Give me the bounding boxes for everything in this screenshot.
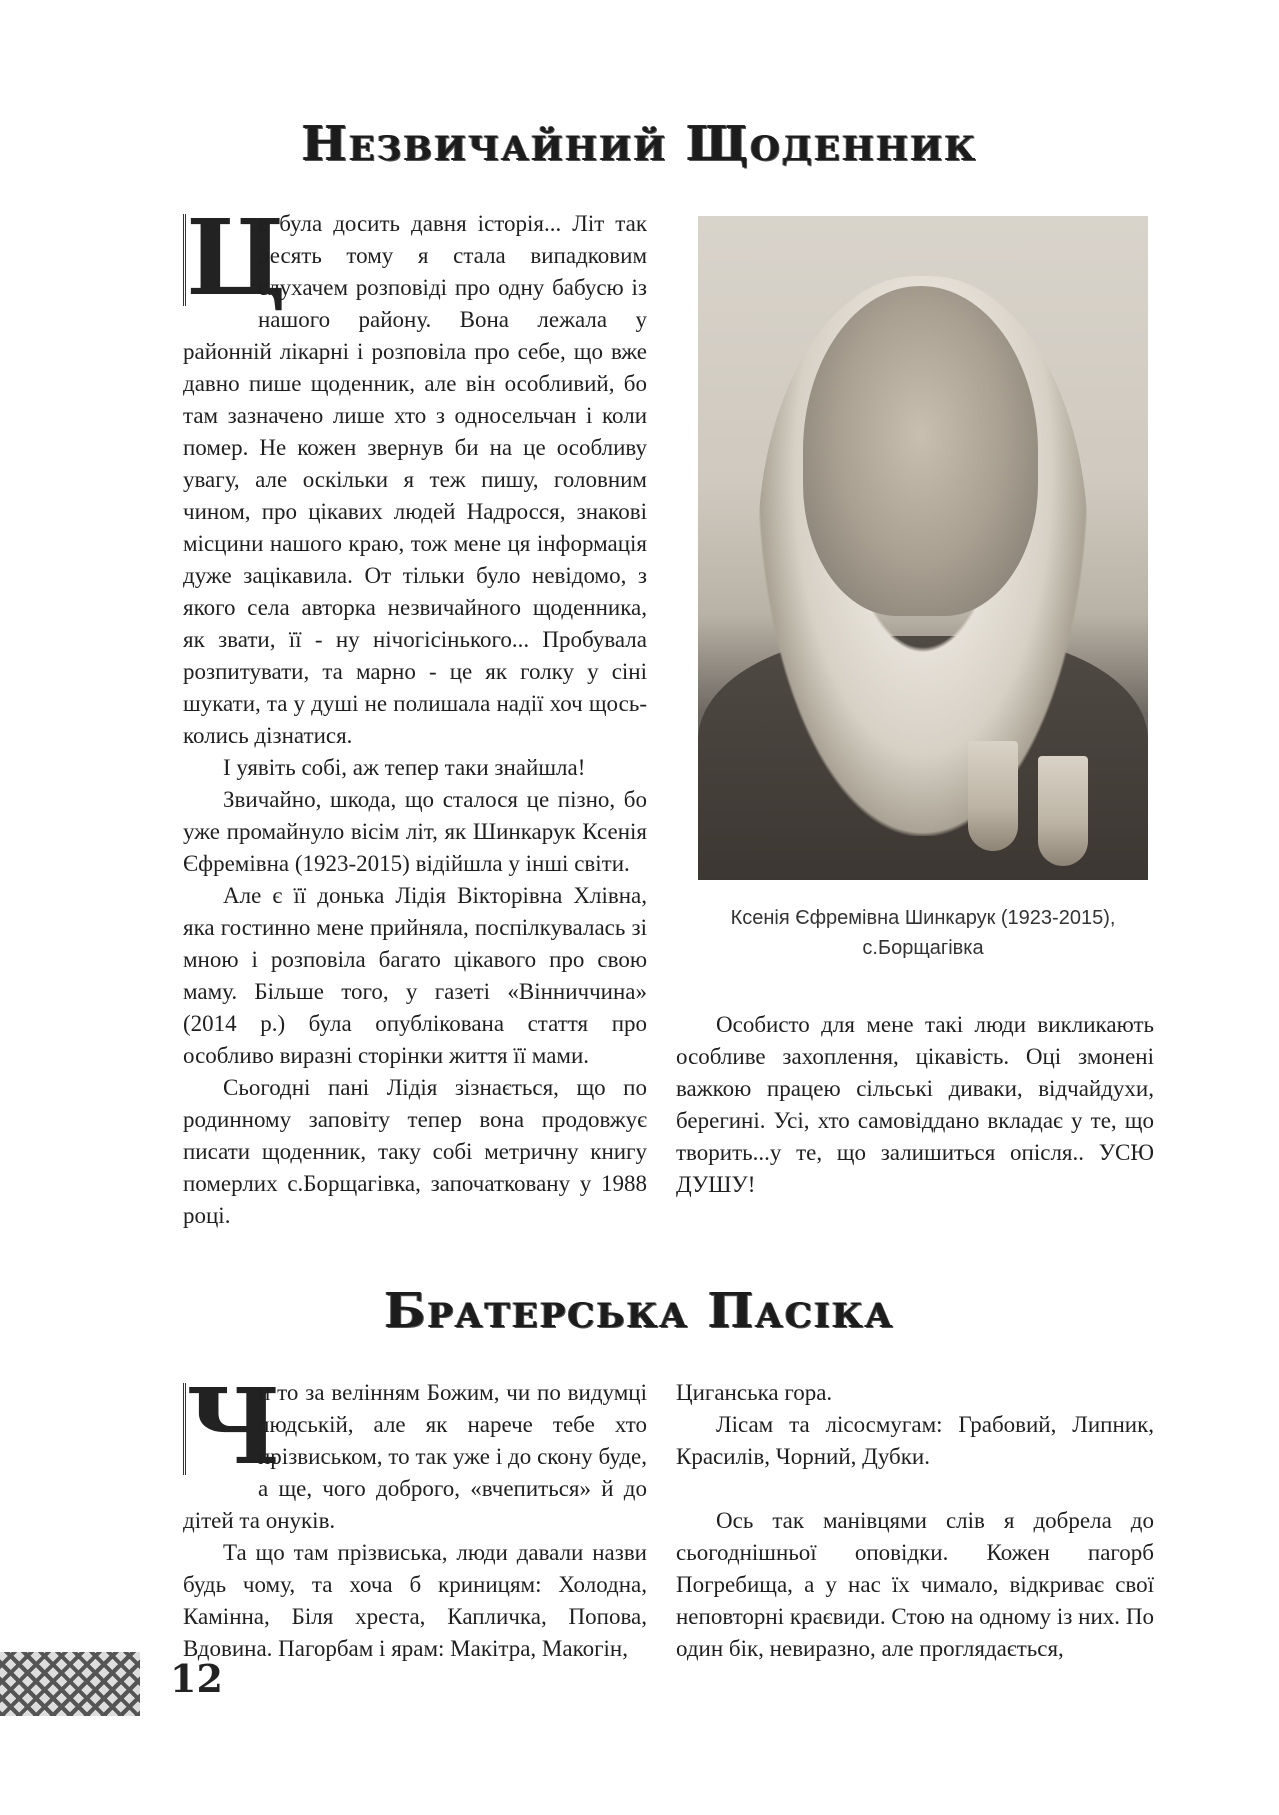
paragraph-2: І уявіть собі, аж тепер таки знайшла! (223, 755, 586, 780)
paragraph-1: Ц е була досить давня історія... Літ так десять тому я стала випадковим слухачем розповіді про одну бабусю із нашого району. Вона лежала у районній лікарні і розповіла про себе, що вже давно пише щоденник, але він особливий, бо там зазначено лише хто з односельчан і коли помер. Не кожен звернув би на це особливу увагу, але оскільки я теж пишу, головним чином, про цікавих людей Надросся, знакові місцини нашого краю, тож мене ця інформація дуже зацікавила. От тільки було невідомо, з якого села авторка незвичайного щоденника, як звати, її - ну нічогісінького... Пробувала розпитувати, та марно - це як голку у сіні шукати, та у душі не полишала надії хоч щось-колись дізнатися. (183, 196, 647, 748)
article-1-left-column (183, 196, 647, 1232)
article-2-right-column (676, 1377, 1154, 1665)
paragraph-3: Звичайно, шкода, що сталося це пізно, бо уже промайнуло вісім літ, як Шинкарук Ксенія Єфремівна (1923-2015) відійшла у інші світи. (183, 787, 647, 876)
caption-line-1: Ксенія Єфремівна Шинкарук (1923-2015), (730, 907, 1116, 929)
paragraph-right-1: Циганська гора. (676, 1380, 833, 1405)
medal-icon (1038, 756, 1088, 866)
paragraph-right-1: Особисто для мене такі люди викликають особливе захоплення, цікавість. Оці змонені важкою працею сільські диваки, відчайдухи, берегині. Усі, хто самовіддано вкладає у те, що творить...у те, що залишиться опісля.. УСЮ ДУШУ! (676, 1012, 1154, 1197)
paragraph-1: Ч и то за велінням Божим, чи по видумці людській, але як нарече тебе хто прізвиськом, то так уже і до скону буде, а ще, чого доброго, «вчепиться» й до дітей та онуків. (183, 1365, 647, 1533)
photo-caption (698, 903, 1148, 963)
drop-cap-letter: Ц (183, 214, 250, 306)
photo-face-shape (803, 286, 1038, 616)
portrait-photo (698, 216, 1148, 880)
paragraph-2: Та що там прізвиська, люди давали назви будь чому, та хоча б криницям: Холодна, Камінна, Біля хреста, Капличка, Попова, Вдовина. Пагорбам і ярам: Макітра, Макогін, (183, 1540, 647, 1661)
paragraph-right-3: Ось так манівцями слів я добрела до сьогоднішньої оповідки. Кожен пагорб Погребища, а у нас їх чимало, відкриває свої неповторні краєвиди. Стою на одному із них. По один бік, невиразно, але проглядається, (676, 1508, 1154, 1661)
article-title-2: Братерська Пасіка (384, 1283, 895, 1339)
caption-line-2: с.Борщагівка (862, 937, 984, 959)
drop-cap-letter: Ч (183, 1383, 250, 1475)
article-1-right-column (676, 1009, 1154, 1201)
article-2-left-column (183, 1365, 647, 1665)
medal-icon (968, 741, 1018, 851)
article-title-1: Незвичайний Щоденник (301, 116, 978, 172)
paragraph-right-2: Лісам та лісосмугам: Грабовий, Липник, Красилів, Чорний, Дубки. (676, 1412, 1154, 1469)
paragraph-4: Але є її донька Лідія Вікторівна Хлівна, яка гостинно мене прийняла, поспілкувалась зі мною і розповіла багато цікавого про свою маму. Більше того, у газеті «Вінниччина» (2014 р.) була опублікована стаття про особливо виразні сторінки життя її мами. (183, 883, 647, 1068)
paragraph-5: Сьогодні пані Лідія зізнається, що по родинному заповіту тепер вона продовжує писати щоденник, таку собі метричну книгу померлих с.Борщагівка, започатковану у 1988 році. (183, 1075, 647, 1228)
embroidery-ornament (0, 1652, 140, 1716)
page-number: 12 (170, 1656, 223, 1701)
